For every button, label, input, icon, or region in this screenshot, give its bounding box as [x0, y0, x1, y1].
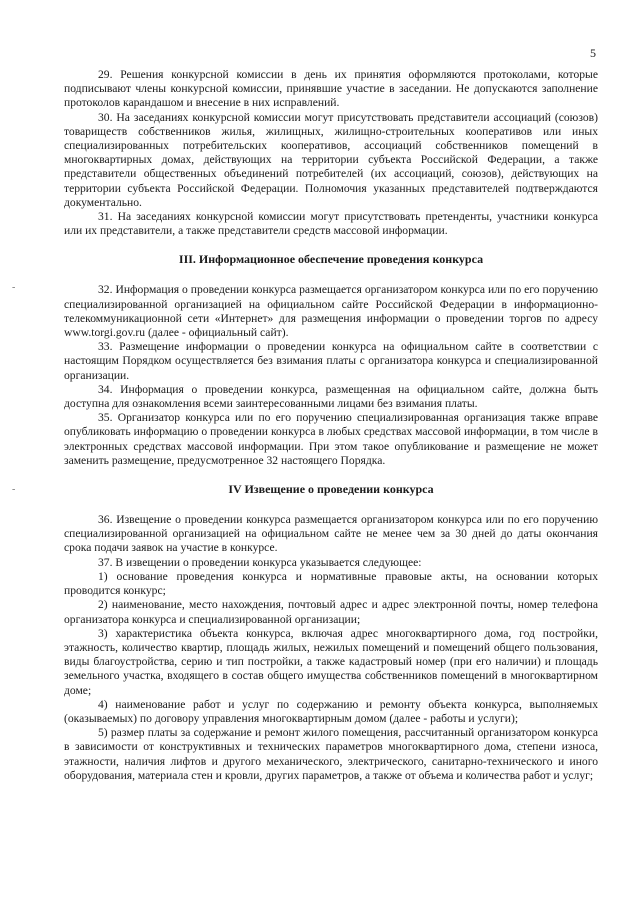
paragraph-33: 33. Размещение информации о проведении конкурса на официальном сайте в соответствии с настоящим Порядком осуществляется без взимания платы с организатора конкурса и специализированной организации. [64, 340, 598, 382]
page-number: 5 [590, 46, 596, 60]
paragraph-37: 37. В извещении о проведении конкурса указывается следующее: [98, 555, 422, 569]
paragraph-29: 29. Решения конкурсной комиссии в день их принятия оформляются протоколами, которые подписывают члены конкурсной комиссии, принявшие участие в заседании. Не допускаются заполнение протоколов карандашом и внесение в них исправлений. [64, 68, 598, 110]
margin-mark: - [12, 282, 16, 293]
list-item-1: 1) основание проведения конкурса и нормативные правовые акты, на основании которых проводится конкурс; [64, 569, 598, 598]
paragraphs-top [64, 68, 598, 238]
paragraph-30: 30. На заседаниях конкурсной комиссии могут присутствовать представители ассоциаций (союзов) товариществ собственников жилья, жилищных, жилищно-строительных кооперативов или иных специализированных потребительских кооперативов, ассоциаций собственников помещений в многоквартирных домах, действующих на территории субъекта Российской Федерации, а также представители общественных объединений потребителей (их ассоциаций, союзов), действующих на территории субъекта Российской Федерации. Полномочия указанных представителей подтверждаются документально. [64, 110, 598, 209]
list-item-5: 5) размер платы за содержание и ремонт жилого помещения, рассчитанный организатором конкурса в зависимости от конструктивных и технических параметров многоквартирного дома, степени износа, этажности, наличия лифтов и другого механического, электрического, санитарно-технического и иного оборудования, материала стен и кровли, других параметров, а также от объема и количества работ и услуг; [64, 726, 598, 782]
list-item-3: 3) характеристика объекта конкурса, включая адрес многоквартирного дома, год постройки, этажность, количество квартир, площадь жилых, нежилых помещений и помещений общего пользования, виды благоустройства, серию и тип постройки, а также кадастровый номер (при его наличии) и площадь земельного участка, входящего в состав общего имущества собственников помещений в многоквартирном доме; [64, 626, 598, 697]
section-3-heading: III. Информационное обеспечение проведения конкурса [178, 252, 484, 267]
paragraph-32: 32. Информация о проведении конкурса размещается организатором конкурса или по его поручению специализированной организацией на официальном сайте Российской Федерации в информационно-телекоммуникационной сети «Интернет» для размещения информации о проведении торгов по адресу www.torgi.gov.ru (далее - официальный сайт). [64, 283, 598, 340]
paragraph-35: 35. Организатор конкурса или по его поручению специализированная организация также вправе опубликовать информацию о проведении конкурса в любых средствах массовой информации, в том числе в электронных средствах массовой информации. При этом такое опубликование и размещение не может заменить размещение, предусмотренное 32 настоящего Порядка. [64, 411, 598, 467]
paragraph-34: 34. Информация о проведении конкурса, размещенная на официальном сайте, должна быть доступна для ознакомления всеми заинтересованными лицами без взимания платы. [64, 382, 598, 411]
paragraph-31: 31. На заседаниях конкурсной комиссии могут присутствовать претенденты, участники конкурса или их представители, а также представители средств массовой информации. [64, 210, 598, 238]
section-4-body [64, 513, 598, 783]
list-item-2: 2) наименование, место нахождения, почтовый адрес и адрес электронной почты, номер телефона организатора конкурса и специализированной организации; [64, 598, 598, 626]
paragraph-36: 36. Извещение о проведении конкурса размещается организатором конкурса или по его поручению специализированной организацией на официальном сайте не менее чем за 30 дней до даты окончания срока подачи заявок на участие в конкурсе. [64, 513, 598, 555]
section-4-heading: IV Извещение о проведении конкурса [228, 482, 434, 497]
list-item-4: 4) наименование работ и услуг по содержанию и ремонту объекта конкурса, выполняемых (оказываемых) по договору управления многоквартирным домом (далее - работы и услуги); [64, 697, 598, 725]
section-3-body [64, 283, 598, 468]
margin-mark: - [12, 484, 16, 495]
